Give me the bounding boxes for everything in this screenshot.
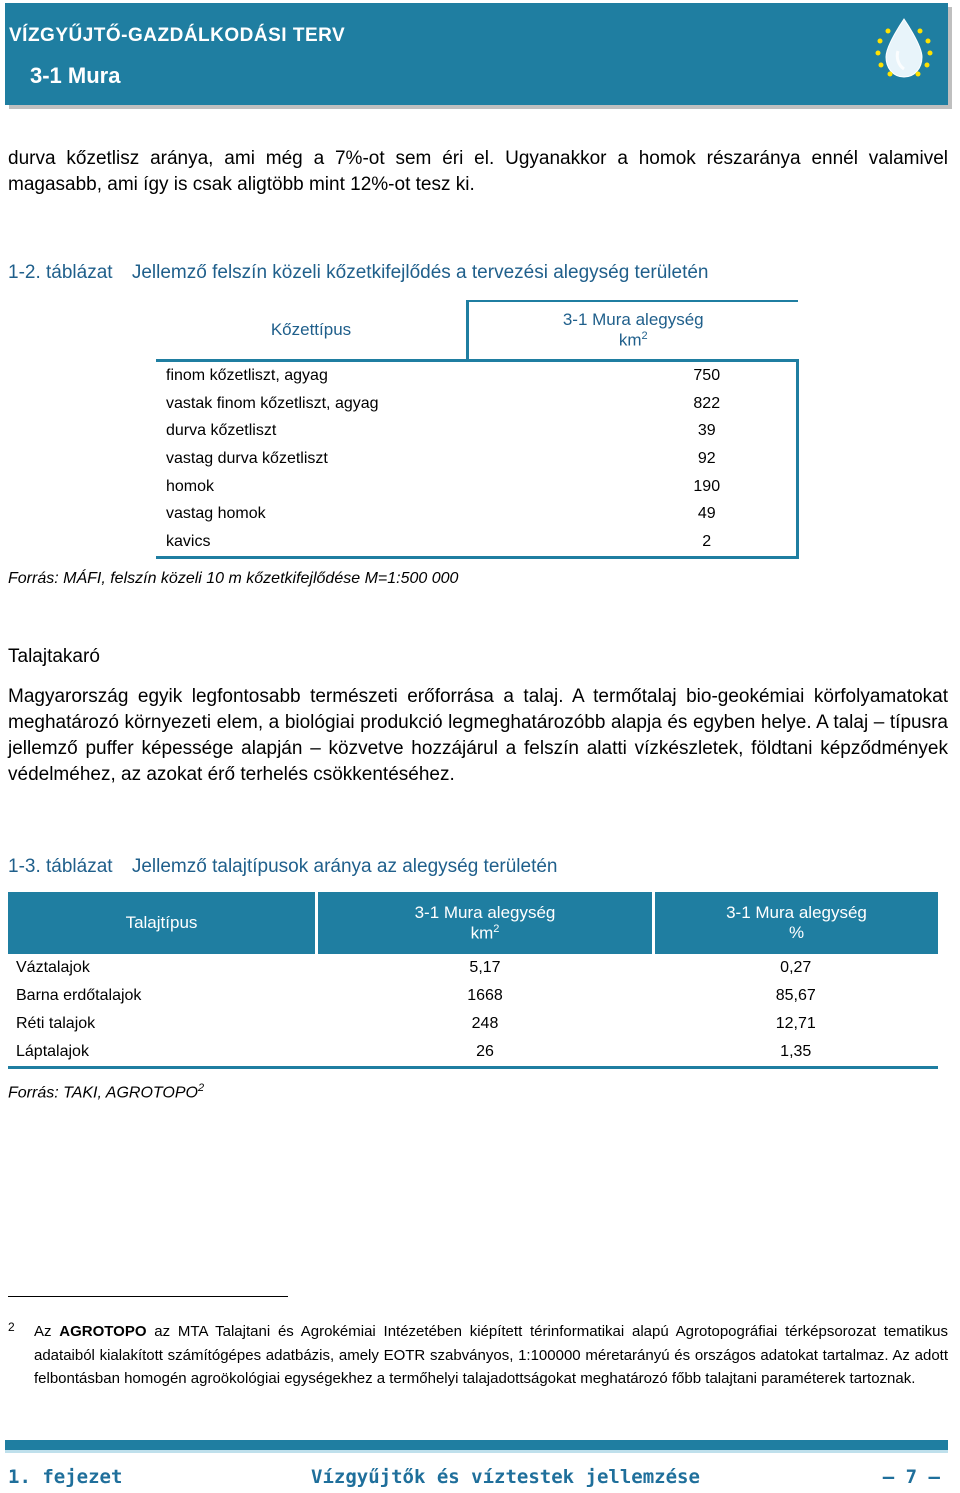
area-pct-header-unit: % [788,923,805,942]
area-pct-header-label: 3-1 Mura alegység [726,903,867,922]
row-km2: 1668 [467,987,503,1004]
row-km2: 5,17 [469,959,501,976]
table-header-row [156,301,798,361]
table2-number: 1-3. táblázat [8,856,113,877]
area-km2-header-sup: 2 [493,922,500,935]
soil-type-header: Talajtípus [8,892,317,954]
row-name: vastag durva kőzetliszt [166,449,328,467]
row-pct: 12,71 [775,1015,816,1032]
footer-chapter: 1. fejezet [8,1466,123,1488]
table-row [156,528,798,557]
row-pct: 1,35 [654,1038,939,1068]
water-drop-eu-stars-icon [868,11,940,83]
table-row [156,445,798,473]
row-name: homok [166,477,215,495]
table-row [156,500,798,528]
table-header-row [8,892,938,954]
row-value: 190 [468,473,798,501]
table-row [8,982,938,1010]
row-name: Réti talajok [16,1015,96,1032]
rock-type-table [156,300,799,559]
table-row [156,390,798,418]
table2-title: Jellemző talajtípusok aránya az alegység területén [131,856,558,877]
row-value: 2 [468,528,798,557]
area-pct-header [654,892,939,954]
row-name: vastag homok [166,505,266,523]
area-header-label: 3-1 Mura alegység [562,310,704,330]
row-value: 49 [468,500,798,528]
footer-bar-light [5,1450,948,1453]
table-row [156,361,798,390]
table1-caption [8,262,708,284]
area-header-unit: km [618,330,642,350]
footnote-mark: 2 [8,1320,15,1334]
page-subtitle: 3-1 Mura [30,63,121,88]
row-name: kavics [156,528,468,557]
plan-title: VÍZGYŰJTŐ-GAZDÁLKODÁSI TERV [9,25,346,46]
row-name: Váztalajok [16,959,90,976]
area-km2-header-unit: km [470,923,494,943]
row-value: 92 [468,445,798,473]
footer-page-number: — 7 — [882,1466,940,1488]
table1-source: Forrás: MÁFI, felszín közeli 10 m kőzetkifejlődése M=1:500 000 [8,570,459,587]
footnote-rest: az MTA Talajtani és Agrokémiai Intézetében kiépített térinformatikai alapú Agrotopográfiai térképsorozat tematikus adataiból kialakított számítógépes adatbázis, amely EOTR szabványos, 1:100000 méretarányú és országos adatokat tartalmaz. Az adott felbontásban homogén agroökológiai egységekhez a termőhelyi talajadottságokat meghatározó főbb talajtani paraméterek tartoznak. [34,1323,948,1387]
table1-number: 1-2. táblázat [8,262,113,283]
table2-source-text: Forrás: TAKI, AGROTOPO [8,1084,198,1102]
rock-type-header: Kőzettípus [156,301,468,361]
row-value: 39 [468,417,798,445]
footnote-bold: AGROTOPO [59,1323,147,1340]
footnote-rule [8,1296,288,1297]
area-km2-header [317,892,654,954]
area-header-sup: 2 [641,330,648,343]
row-name: Láptalajok [8,1038,317,1068]
table-row [8,1010,938,1038]
intro-paragraph: durva kőzetlisz aránya, ami még a 7%-ot sem éri el. Ugyanakkor a homok részaránya ennél valamivel magasabb, ami így is csak aligtöbb mint 12%-ot tesz ki. [8,148,948,195]
row-pct: 85,67 [775,987,816,1004]
page-footer [8,1466,948,1492]
table2-source-sup: 2 [197,1082,205,1094]
table-row [156,417,798,445]
table2-source [8,1082,204,1102]
table-row [156,473,798,501]
header-banner [5,3,948,105]
footer-chapter-title: Vízgyűjtők és víztestek jellemzése [311,1466,700,1488]
section-heading: Talajtakaró [8,646,100,667]
footnote-text [34,1320,948,1391]
footnote [8,1320,948,1391]
row-name: vastak finom kőzetliszt, agyag [166,394,379,412]
row-value: 750 [468,361,798,390]
area-header [468,301,798,361]
area-km2-header-label: 3-1 Mura alegység [414,902,556,922]
row-km2: 26 [317,1038,654,1068]
table1-title: Jellemző felszín közeli kőzetkifejlődés a tervezési alegység területén [131,262,709,283]
row-value: 822 [468,390,798,418]
footer-bar [5,1440,948,1450]
row-name: durva kőzetliszt [166,422,277,440]
row-pct: 0,27 [780,959,812,976]
table2-caption [8,856,558,878]
soil-type-table [8,892,938,1069]
section-paragraph: Magyarország egyik legfontosabb természeti erőforrása a talaj. A termőtalaj bio-geokémiai körfolyamatokat meghatározó környezeti elem, a biológiai produkció legmeghatározóbb alapja és egyben helye. A talaj – típusra jellemző puffer képessége alapján – közvetve hozzájárul a felszín alatti vízkészletek, földtani képződmények védelméhez, az azokat érő terhelés csökkentéséhez. [8,686,948,785]
row-name: Barna erdőtalajok [16,987,142,1004]
table-row [8,954,938,982]
footnote-prefix: Az [34,1323,60,1340]
row-name: finom kőzetliszt, agyag [166,366,328,384]
table-row [8,1038,938,1068]
row-km2: 248 [471,1015,499,1032]
